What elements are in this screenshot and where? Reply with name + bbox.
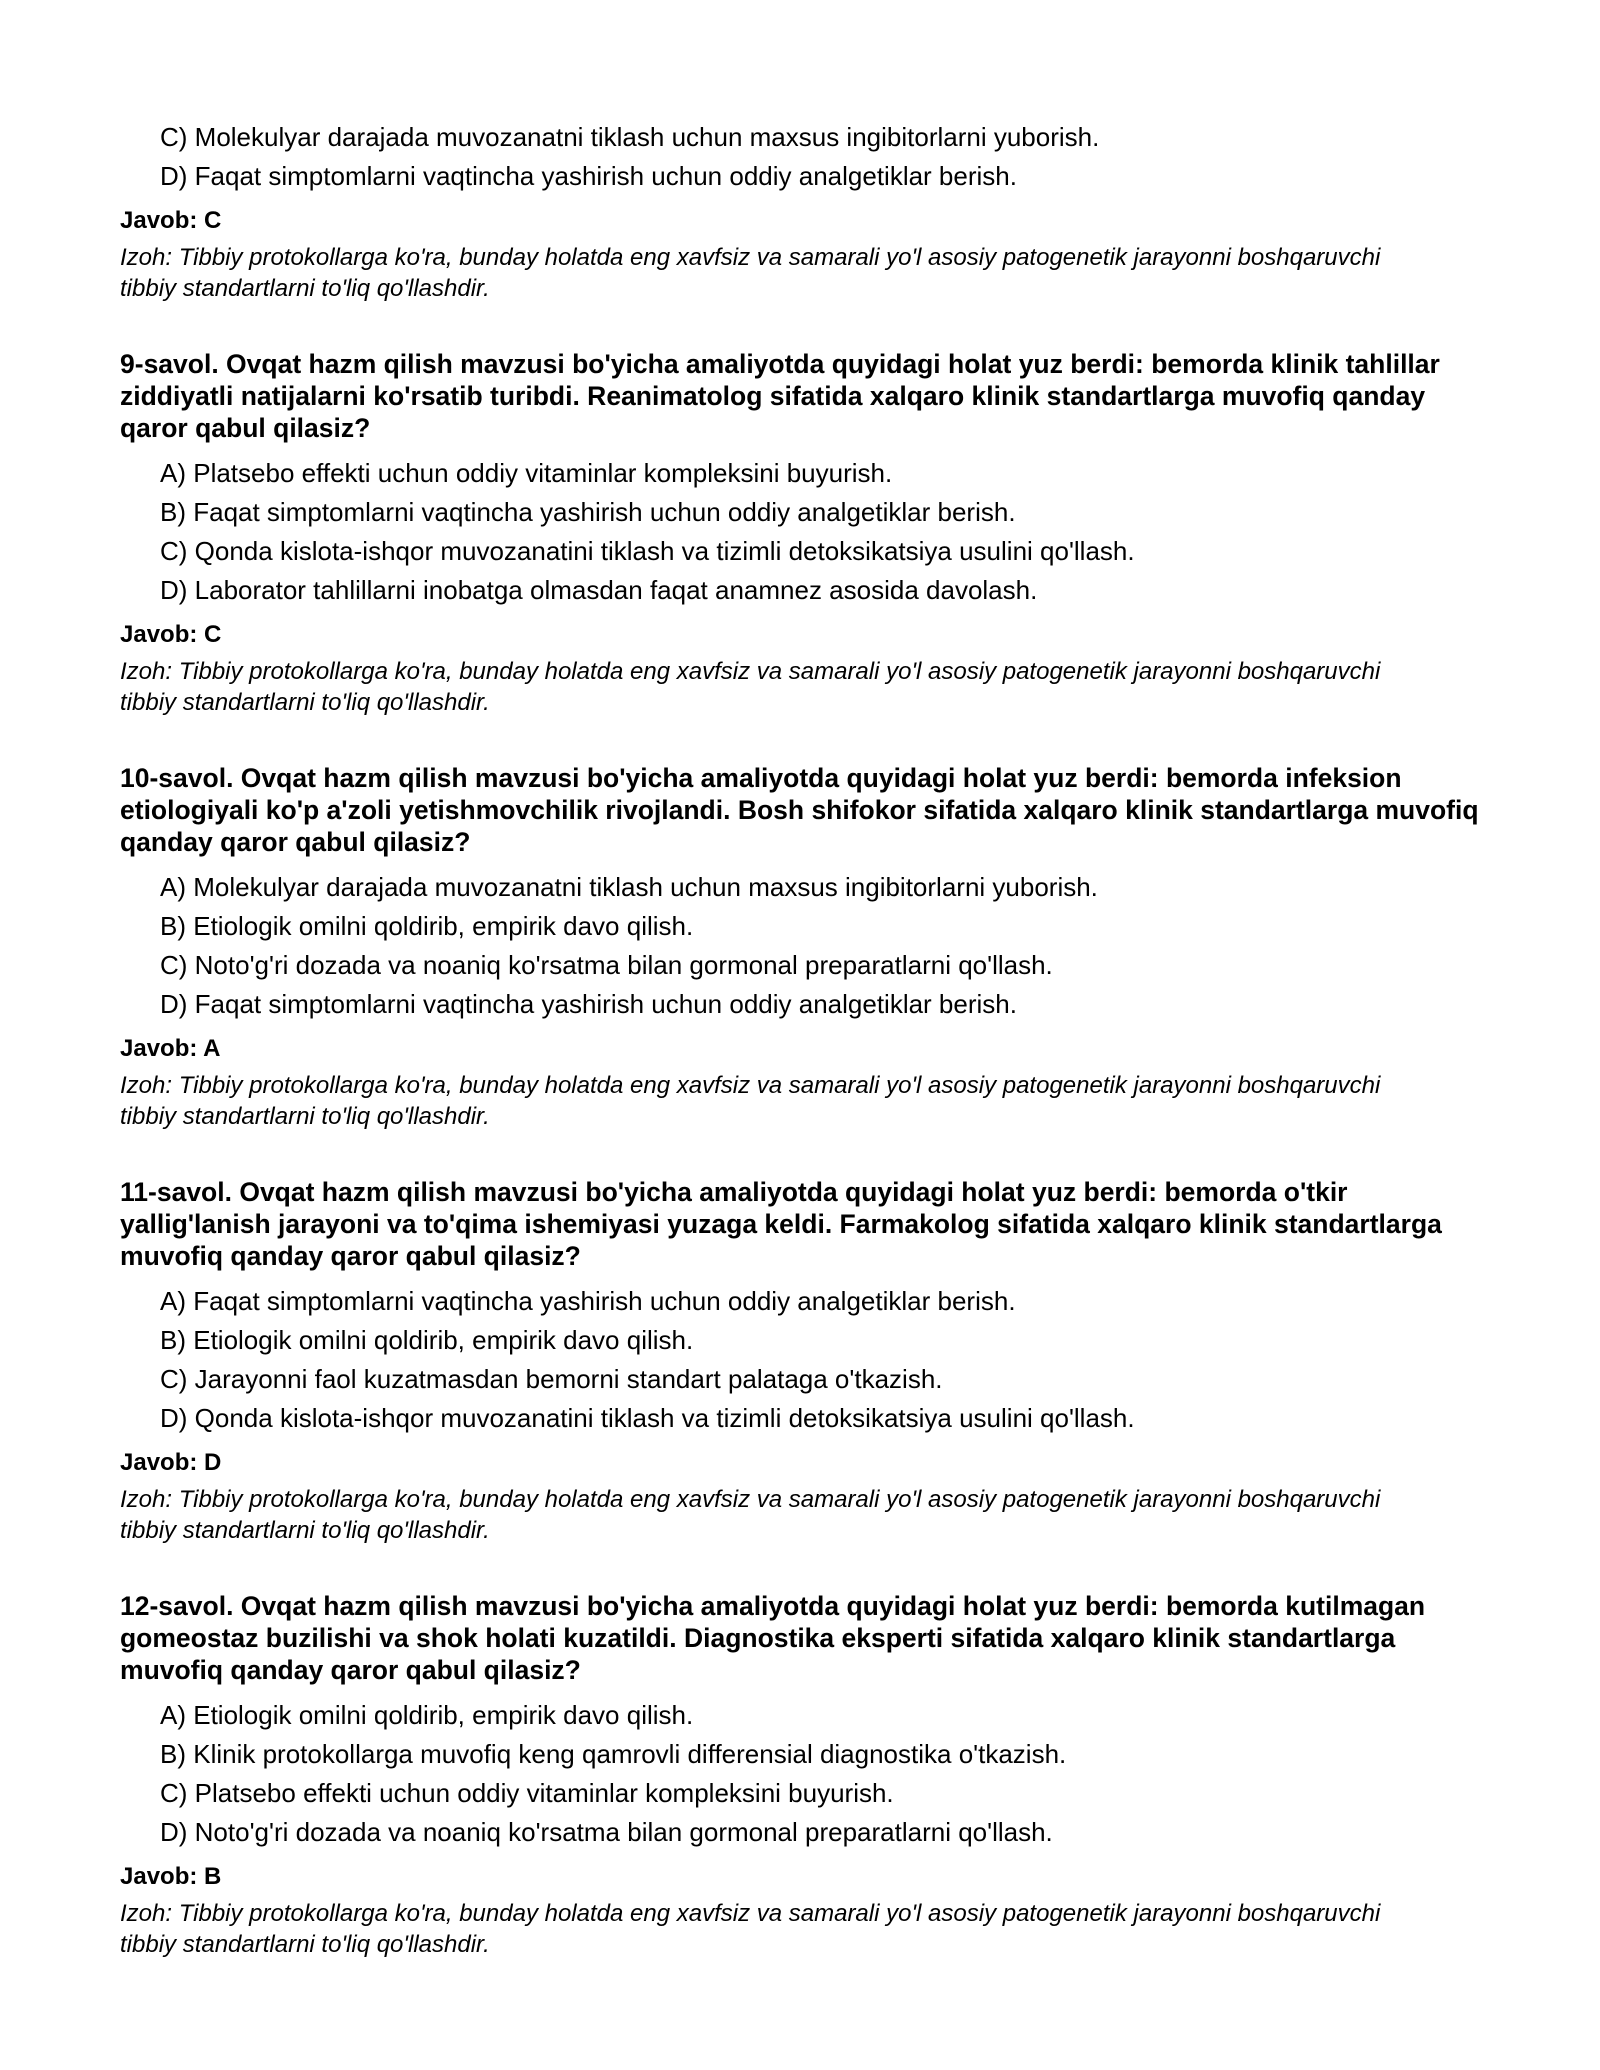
question-11 — [120, 1176, 1500, 1546]
question-12 — [120, 1590, 1500, 1960]
option-a: A) Molekulyar darajada muvozanatni tiklash uchun maxsus ingibitorlarni yuborish. — [160, 872, 1098, 902]
option-c: C) Molekulyar darajada muvozanatni tiklash uchun maxsus ingibitorlarni yuborish. — [160, 122, 1100, 152]
answer-label: Javob: B — [120, 1863, 222, 1890]
option-d: D) Noto'g'ri dozada va noaniq ko'rsatma bilan gormonal preparatlarni qo'llash. — [160, 1817, 1053, 1847]
option-c: C) Platsebo effekti uchun oddiy vitaminlar kompleksini buyurish. — [160, 1778, 894, 1808]
option-c: C) Noto'g'ri dozada va noaniq ko'rsatma bilan gormonal preparatlarni qo'llash. — [160, 950, 1053, 980]
option-b: B) Etiologik omilni qoldirib, empirik davo qilish. — [160, 911, 694, 941]
answer-label: Javob: C — [120, 621, 222, 648]
option-d: D) Faqat simptomlarni vaqtincha yashirish uchun oddiy analgetiklar berish. — [160, 989, 1017, 1019]
answer-label: Javob: A — [120, 1035, 221, 1062]
question-8-continuation — [120, 118, 1500, 304]
explanation-note: Izoh: Tibbiy protokollarga ko'ra, bunday holatda eng xavfsiz va samarali yo'l asosiy patogenetik jarayonni boshqaruvchi tibbiy standartlarni to'liq qo'llashdir. — [120, 1072, 1381, 1130]
answer-label: Javob: D — [120, 1449, 222, 1476]
question-text: 10-savol. Ovqat hazm qilish mavzusi bo'yicha amaliyotda quyidagi holat yuz berdi: bemorda infeksion etiologiyali ko'p a'zoli yetishmovchilik rivojlandi. Bosh shifokor sifatida xalqaro klinik standartlarga muvofiq qanday qaror qabul qilasiz? — [120, 763, 1479, 857]
question-10 — [120, 762, 1500, 1132]
option-a: A) Etiologik omilni qoldirib, empirik davo qilish. — [160, 1700, 694, 1730]
option-a: A) Faqat simptomlarni vaqtincha yashirish uchun oddiy analgetiklar berish. — [160, 1286, 1016, 1316]
document-page — [120, 118, 1500, 1960]
question-text: 11-savol. Ovqat hazm qilish mavzusi bo'yicha amaliyotda quyidagi holat yuz berdi: bemorda o'tkir yallig'lanish jarayoni va to'qima ishemiyasi yuzaga keldi. Farmakolog sifatida xalqaro klinik standartlarga muvofiq qanday qaror qabul qilasiz? — [120, 1177, 1442, 1271]
option-b: B) Klinik protokollarga muvofiq keng qamrovli differensial diagnostika o'tkazish. — [160, 1739, 1067, 1769]
answer-label: Javob: C — [120, 207, 222, 234]
explanation-note: Izoh: Tibbiy protokollarga ko'ra, bunday holatda eng xavfsiz va samarali yo'l asosiy patogenetik jarayonni boshqaruvchi tibbiy standartlarni to'liq qo'llashdir. — [120, 244, 1381, 302]
option-c: C) Qonda kislota-ishqor muvozanatini tiklash va tizimli detoksikatsiya usulini qo'llash. — [160, 536, 1135, 566]
option-a: A) Platsebo effekti uchun oddiy vitaminlar kompleksini buyurish. — [160, 458, 893, 488]
option-d: D) Laborator tahlillarni inobatga olmasdan faqat anamnez asosida davolash. — [160, 575, 1038, 605]
option-d: D) Faqat simptomlarni vaqtincha yashirish uchun oddiy analgetiklar berish. — [160, 161, 1017, 191]
option-c: C) Jarayonni faol kuzatmasdan bemorni standart palataga o'tkazish. — [160, 1364, 943, 1394]
question-text: 9-savol. Ovqat hazm qilish mavzusi bo'yicha amaliyotda quyidagi holat yuz berdi: bemorda klinik tahlillar ziddiyatli natijalarni ko'rsatib turibdi. Reanimatolog sifatida xalqaro klinik standartlarga muvofiq qanday qaror qabul qilasiz? — [120, 349, 1440, 443]
explanation-note: Izoh: Tibbiy protokollarga ko'ra, bunday holatda eng xavfsiz va samarali yo'l asosiy patogenetik jarayonni boshqaruvchi tibbiy standartlarni to'liq qo'llashdir. — [120, 1486, 1381, 1544]
question-text: 12-savol. Ovqat hazm qilish mavzusi bo'yicha amaliyotda quyidagi holat yuz berdi: bemorda kutilmagan gomeostaz buzilishi va shok holati kuzatildi. Diagnostika eksperti sifatida xalqaro klinik standartlarga muvofiq qanday qaror qabul qilasiz? — [120, 1591, 1426, 1685]
option-d: D) Qonda kislota-ishqor muvozanatini tiklash va tizimli detoksikatsiya usulini qo'llash. — [160, 1403, 1135, 1433]
question-9 — [120, 348, 1500, 718]
option-b: B) Etiologik omilni qoldirib, empirik davo qilish. — [160, 1325, 694, 1355]
explanation-note: Izoh: Tibbiy protokollarga ko'ra, bunday holatda eng xavfsiz va samarali yo'l asosiy patogenetik jarayonni boshqaruvchi tibbiy standartlarni to'liq qo'llashdir. — [120, 1900, 1381, 1958]
explanation-note: Izoh: Tibbiy protokollarga ko'ra, bunday holatda eng xavfsiz va samarali yo'l asosiy patogenetik jarayonni boshqaruvchi tibbiy standartlarni to'liq qo'llashdir. — [120, 658, 1381, 716]
option-b: B) Faqat simptomlarni vaqtincha yashirish uchun oddiy analgetiklar berish. — [160, 497, 1016, 527]
